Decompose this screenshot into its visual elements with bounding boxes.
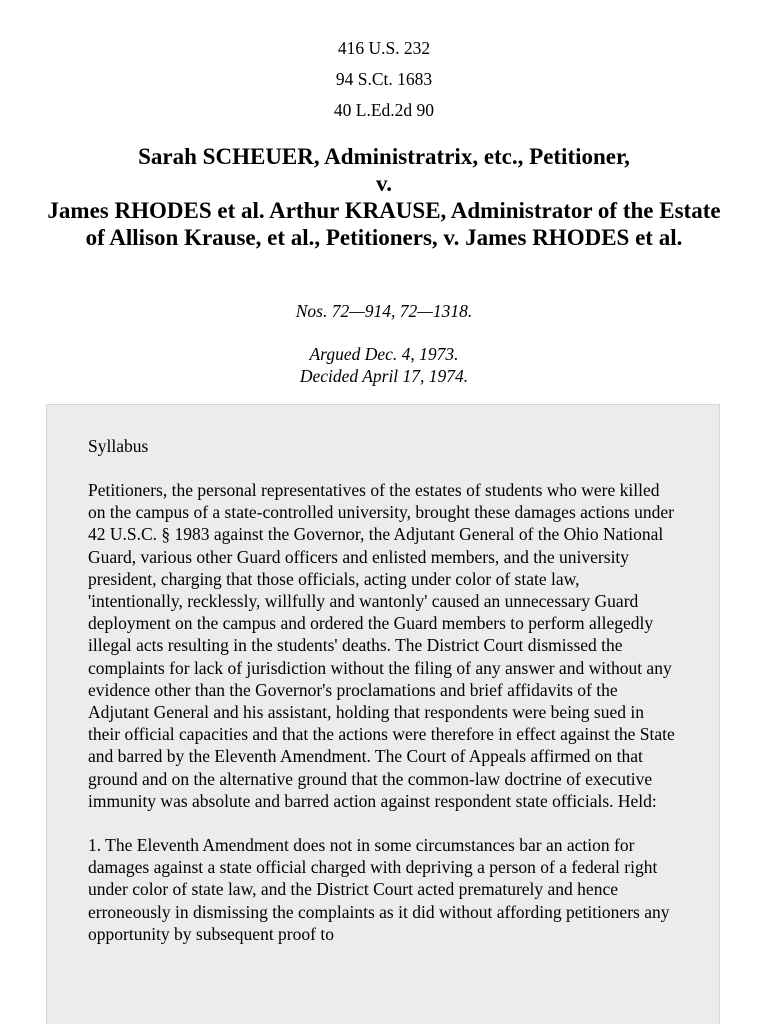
case-title-versus: v. bbox=[376, 171, 392, 196]
argued-date: Argued Dec. 4, 1973. bbox=[309, 344, 459, 364]
syllabus-paragraph: 1. The Eleventh Amendment does not in some circumstances bar an action for damages against a state official charged with depriving a person of a federal right under color of state law, and the District Court acted prematurely and hence erroneously in dismissing the complaints as it did without affording petitioners any opportunity by subsequent proof to bbox=[88, 835, 670, 944]
citation-lawyers-edition: 40 L.Ed.2d 90 bbox=[333, 100, 435, 120]
syllabus-section bbox=[46, 404, 720, 1024]
case-title-petitioner: Sarah SCHEUER, Administratrix, etc., Petitioner, bbox=[138, 144, 630, 169]
case-citations bbox=[0, 33, 768, 126]
citation-supreme-court-reporter: 94 S.Ct. 1683 bbox=[335, 69, 433, 89]
citation-us-reports: 416 U.S. 232 bbox=[337, 38, 431, 58]
syllabus-paragraph: Petitioners, the personal representatives of the estates of students who were killed on the campus of a state-controlled university, brought these damages actions under 42 U.S.C. § 1983 against the Governor, the Adjutant General of the Ohio National Guard, various other Guard officers and enlisted members, and the university president, charging that those officials, acting under color of state law, 'intentionally, recklessly, willfully and wantonly' caused an unnecessary Guard deployment on the campus and ordered the Guard members to perform allegedly illegal acts resulting in the students' deaths. The District Court dismissed the complaints for lack of jurisdiction without the filing of any answer and without any evidence other than the Governor's proclamations and brief affidavits of the Adjutant General and his assistant, holding that respondents were being sued in their official capacities and that the actions were therefore in effect against the State and barred by the Eleventh Amendment. The Court of Appeals affirmed on that ground and on the alternative ground that the common-law doctrine of executive immunity was absolute and barred action against respondent state officials. Held: bbox=[88, 480, 675, 811]
case-dates bbox=[0, 343, 768, 387]
case-title-respondents: James RHODES et al. Arthur KRAUSE, Administrator of the Estate of Allison Krause, et al., Petitioners, v. James RHODES et al. bbox=[47, 198, 721, 250]
docket-numbers: Nos. 72—914, 72—1318. bbox=[295, 301, 473, 321]
case-title bbox=[40, 143, 728, 251]
syllabus-heading: Syllabus bbox=[88, 436, 149, 456]
decided-date: Decided April 17, 1974. bbox=[299, 366, 469, 386]
